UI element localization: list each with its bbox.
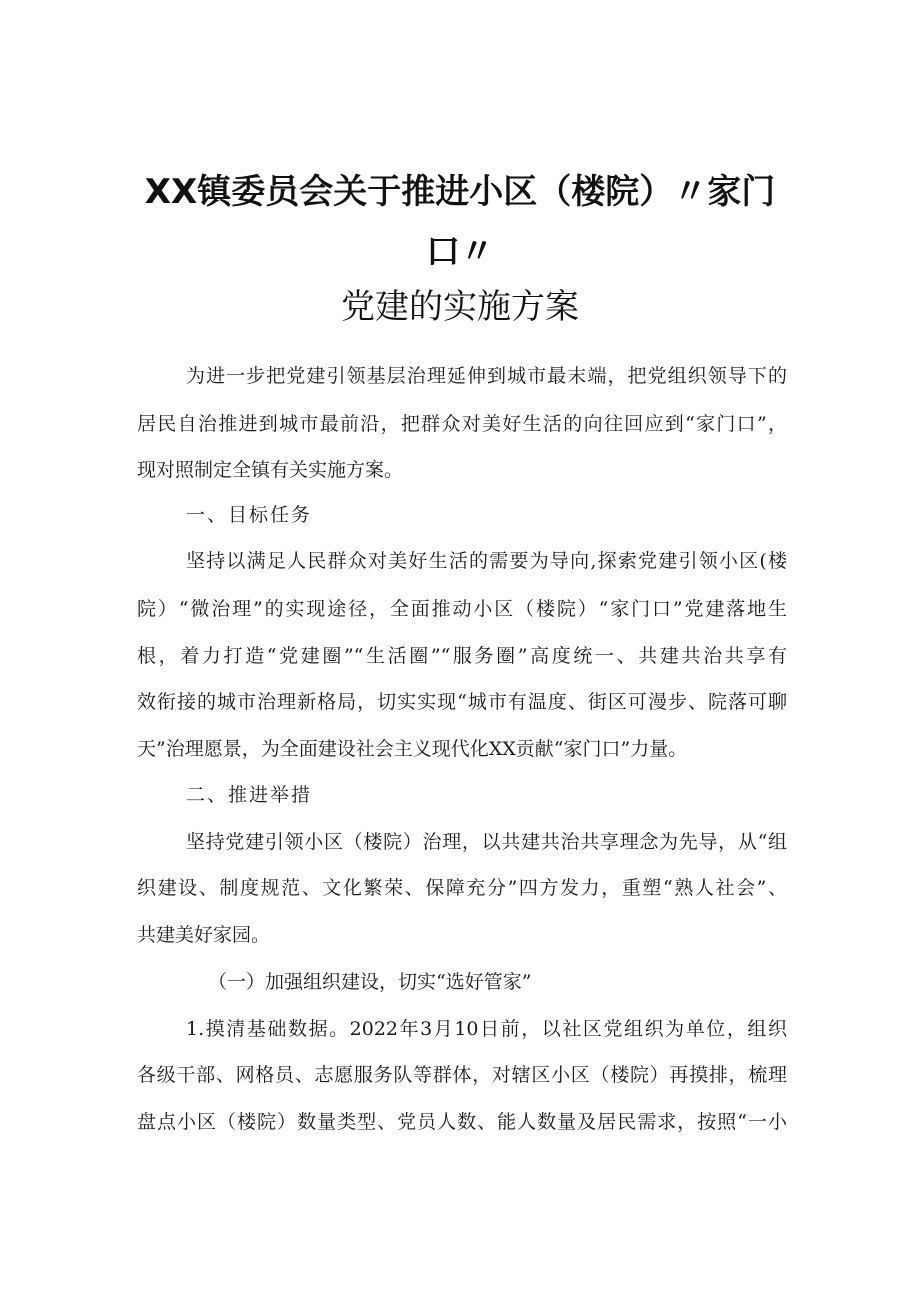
document-title-line-3: 党建的实施方案	[341, 287, 579, 327]
paragraph-line: 效衔接的城市治理新格局，切实实现“城市有温度、街区可漫步、院落可聊	[137, 691, 787, 713]
intro-line: 为进一步把党建引领基层治理延伸到城市最末端，把党组织领导下的	[186, 365, 787, 387]
intro-line: 现对照制定全镇有关实施方案。	[137, 459, 404, 481]
paragraph-line: 共建美好家园。	[137, 924, 271, 946]
paragraph-line: 各级干部、网格员、志愿服务队等群体，对辖区小区（楼院）再摸排，梳理	[137, 1064, 787, 1086]
paragraph-line: 坚持以满足人民群众对美好生活的需要为导向,探索党建引领小区(楼	[186, 550, 787, 572]
section-heading-goals: 一、目标任务	[186, 504, 313, 526]
document-title-line-1: XX镇委员会关于推进小区（楼院）〃家门	[144, 172, 776, 212]
paragraph-line: 天”治理愿景，为全面建设社会主义现代化XX贡献“家门口”力量。	[137, 738, 688, 760]
paragraph-line: 根，着力打造“党建圈”“生活圈”“服务圈”高度统一、共建共治共享有	[137, 645, 787, 667]
intro-line: 居民自治推进到城市最前沿，把群众对美好生活的向往回应到“家门口”，	[137, 413, 787, 435]
paragraph-line: 织建设、制度规范、文化繁荣、保障充分”四方发力，重塑“熟人社会”、	[137, 877, 787, 899]
paragraph-line: 院）“微治理”的实现途径，全面推动小区（楼院）“家门口”党建落地生	[137, 598, 787, 620]
document-title-line-2: 口〃	[426, 232, 494, 272]
paragraph-line: 盘点小区（楼院）数量类型、党员人数、能人数量及居民需求，按照“一小	[137, 1111, 787, 1133]
paragraph-line: 1.摸清基础数据。2022年3月10日前，以社区党组织为单位，组织	[186, 1018, 787, 1040]
section-heading-measures: 二、推进举措	[186, 784, 313, 806]
paragraph-line: 坚持党建引领小区（楼院）治理，以共建共治共享理念为先导，从“组	[186, 831, 787, 853]
subsection-heading: （一）加强组织建设，切实“选好管家”	[208, 971, 532, 993]
